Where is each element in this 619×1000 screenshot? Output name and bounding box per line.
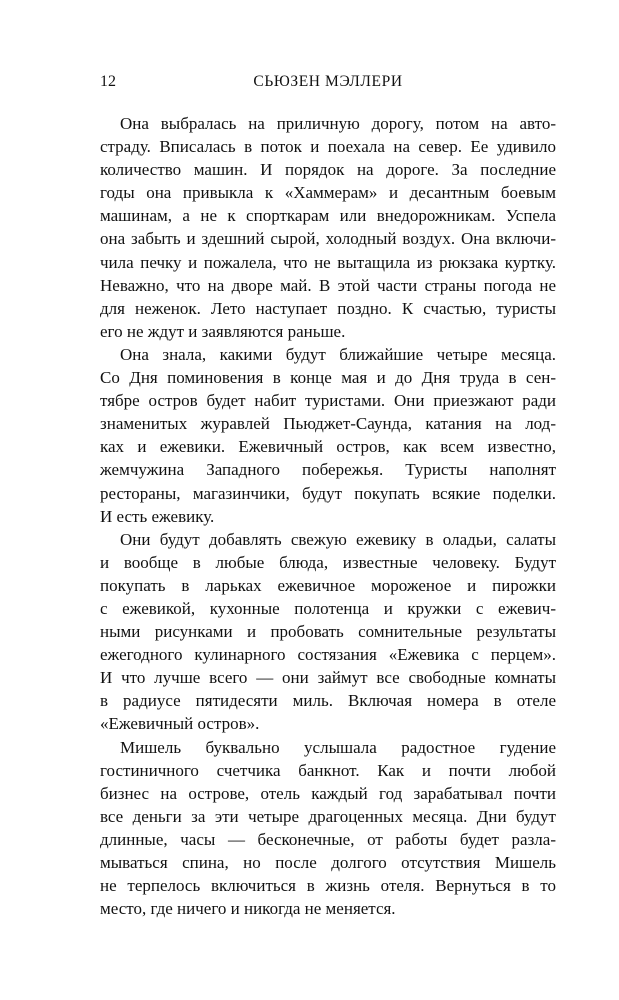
- text-line: для неженок. Лето наступает поздно. К счастью, туристы: [100, 298, 556, 318]
- text-line: ках и ежевики. Ежевичный остров, как всем известно,: [100, 437, 556, 457]
- text-line: ежегодного кулинарного состязания «Ежевика с перцем».: [100, 645, 556, 665]
- text-line: все деньги за эти четыре драгоценных месяца. Дни будут: [100, 806, 556, 826]
- text-line: Мишель буквально услышала радостное гудение: [120, 737, 556, 757]
- text-line: И что лучше всего — они займут все свободные комнаты: [100, 668, 556, 688]
- text-line: Она знала, какими будут ближайшие четыре месяца.: [120, 344, 556, 364]
- text-line: И есть ежевику.: [100, 506, 215, 526]
- text-line: годы она привыкла к «Хаммерам» и десантным боевым: [100, 183, 556, 203]
- text-line: страду. Вписалась в поток и поехала на север. Ее удивило: [100, 137, 556, 157]
- text-line: жемчужина Западного побережья. Туристы наполнят: [100, 460, 556, 480]
- text-line: Неважно, что на дворе май. В этой части страны погода не: [100, 275, 556, 295]
- text-line: рестораны, магазинчики, будут покупать всякие поделки.: [100, 483, 556, 503]
- text-line: Они будут добавлять свежую ежевику в оладьи, салаты: [120, 529, 556, 549]
- running-head-author: СЬЮЗЕН МЭЛЛЕРИ: [253, 73, 403, 90]
- text-line: гостиничного счетчика банкнот. Как и почти любой: [100, 760, 556, 780]
- text-line: ными рисунками и пробовать сомнительные результаты: [100, 622, 556, 642]
- text-line: бизнес на острове, отель каждый год зарабатывал почти: [100, 783, 556, 803]
- text-line: место, где ничего и никогда не меняется.: [100, 899, 396, 919]
- text-line: в радиусе пятидесяти миль. Включая номера в отеле: [100, 691, 556, 711]
- text-line: длинные, часы — бесконечные, от работы будет разла-: [100, 829, 556, 849]
- paragraph: [100, 528, 556, 736]
- text-line: и вообще в любые блюда, известные человеку. Будут: [100, 552, 556, 572]
- text-line: «Ежевичный остров».: [100, 714, 260, 734]
- text-line: машинам, а не к спорткарам или внедорожникам. Успела: [100, 206, 556, 226]
- paragraph: [100, 736, 556, 921]
- text-line: с ежевикой, кухонные полотенца и кружки с ежевич-: [100, 598, 556, 618]
- text-line: мываться спина, но после долгого отсутствия Мишель: [100, 853, 556, 872]
- paragraph: [100, 112, 556, 343]
- paragraph: [100, 343, 556, 528]
- text-line: количество машин. И порядок на дороге. За последние: [100, 160, 556, 180]
- text-line: Со Дня поминовения в конце мая и до Дня труда в сен-: [100, 368, 556, 388]
- text-line: не терпелось включиться в жизнь отеля. Вернуться в то: [100, 876, 556, 896]
- text-line: тябре остров будет набит туристами. Они приезжают ради: [100, 391, 556, 411]
- running-head: [100, 70, 556, 94]
- text-line: она забыть и здешний сырой, холодный воздух. Она включи-: [100, 229, 556, 249]
- text-line: чила печку и пожалела, что не вытащила из рюкзака куртку.: [100, 252, 556, 272]
- text-line: покупать в ларьках ежевичное мороженое и пирожки: [100, 575, 556, 595]
- page-number: 12: [100, 73, 116, 90]
- body-text: [100, 112, 556, 920]
- text-line: Она выбралась на приличную дорогу, потом на авто-: [120, 114, 556, 133]
- text-line: знаменитых журавлей Пьюджет-Саунда, катания на лод-: [100, 414, 556, 434]
- text-line: его не ждут и заявляются раньше.: [100, 321, 346, 341]
